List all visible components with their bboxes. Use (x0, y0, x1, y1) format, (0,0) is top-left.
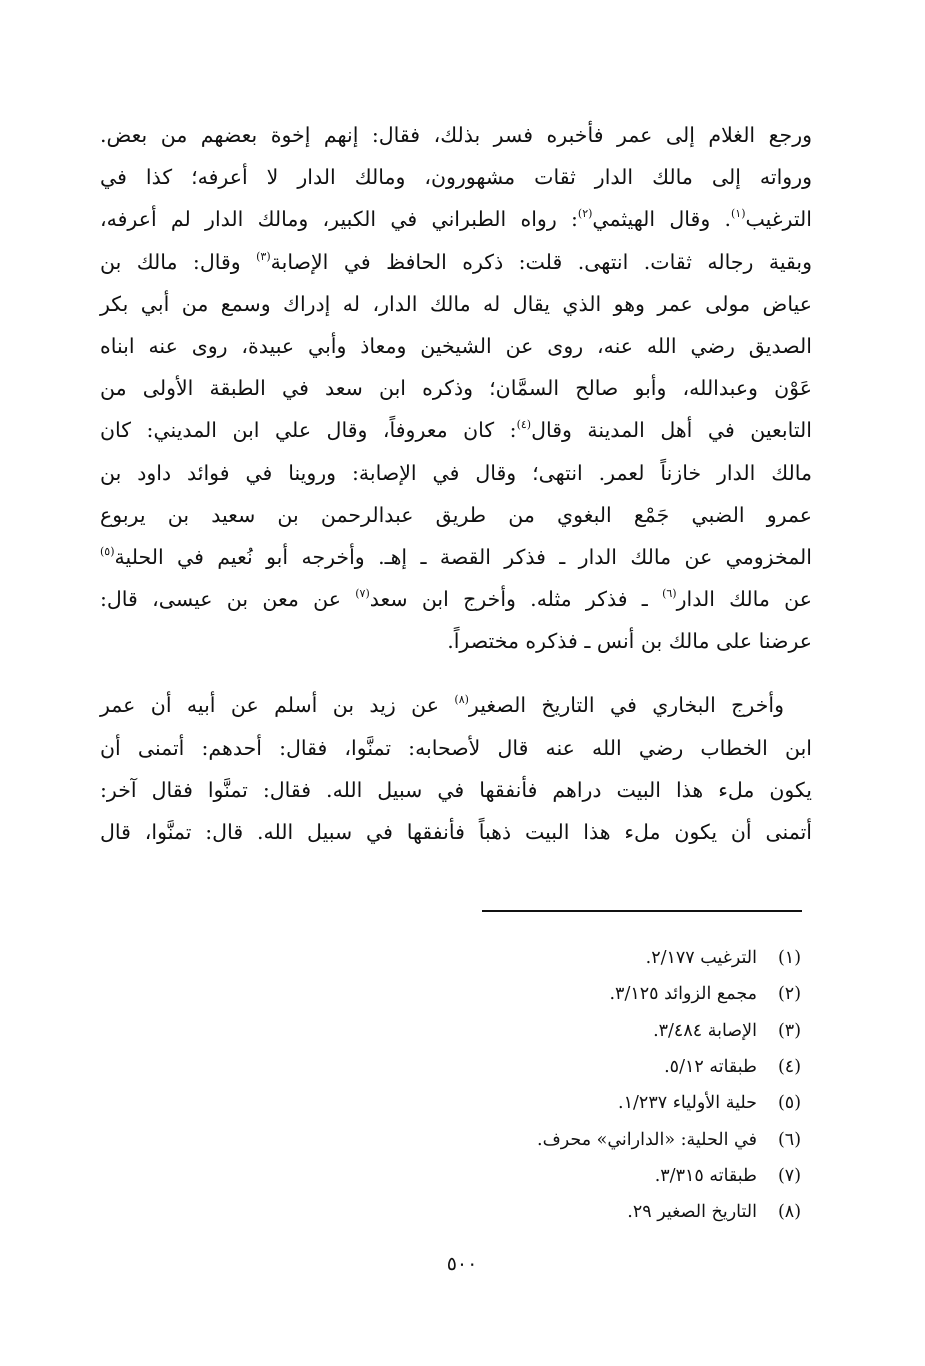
footnote-ref: (٧) (355, 587, 370, 601)
footnote-text: طبقاته ٥/١٢. (664, 1057, 757, 1078)
footnote-item (300, 1085, 812, 1121)
footnote-text: في الحلية: «الداراني» محرف. (537, 1129, 757, 1150)
footnote-ref: (١) (731, 207, 746, 221)
footnote-ref: (٥) (100, 544, 115, 558)
footnote-number: (٥) (777, 1093, 802, 1114)
text-line: وأخرج البخاري في التاريخ الصغير$^{(٨)}$ عن زيد بن أسلم عن أبيه أن عمر (100, 693, 784, 718)
text-line: ابن الخطاب رضي الله عنه قال لأصحابه: تمنَّوا، فقال: أحدهم: أتمنى أن (100, 735, 812, 760)
page-number: ٥٠٠ (446, 1253, 478, 1275)
text-line: عن مالك الدار$^{(٦)}$ ـ فذكر مثله. وأخرج ابن سعد$^{(٧)}$ عن معن بن عيسى، قال: (100, 587, 813, 612)
footnote-ref: (٣) (256, 249, 271, 263)
footnote-number: (٧) (777, 1165, 802, 1186)
footnote-ref: (٢) (577, 207, 593, 221)
footnote-number: (٣) (777, 1020, 802, 1041)
footnote-item (300, 976, 812, 1012)
footnote-text: مجمع الزوائد ٣/١٢٥. (609, 984, 757, 1005)
text-line: الترغيب$^{(١)}$. وقال الهيثمي$^{(٢)}$: رواه الطبراني في الكبير، ومالك الدار لم أعرفه، (100, 207, 812, 232)
footnote-ref: (٨) (454, 693, 469, 707)
footnote-number: (٨) (777, 1202, 802, 1223)
footnote-ref: (٦) (662, 587, 677, 601)
paragraph-2 (100, 684, 812, 853)
footnote-number: (١) (777, 948, 802, 969)
footnote-ref: (٤) (516, 418, 532, 432)
footnote-text: طبقاته ٣/٣١٥. (654, 1165, 757, 1186)
footnote-text: الإصابة ٣/٤٨٤. (653, 1020, 757, 1041)
paragraph-1 (100, 114, 812, 662)
footnotes (300, 940, 812, 1230)
footnote-number: (٤) (777, 1057, 802, 1078)
footnote-text: الترغيب ٢/١٧٧. (645, 948, 757, 969)
text-line: عرضنا على مالك بن أنس ـ فذكره مختصراً. (447, 629, 812, 654)
text-line: أتمنى أن يكون ملء هذا البيت ذهباً فأنفقها في سبيل الله. قال: تمنَّوا، قال (100, 820, 812, 844)
footnote-item (300, 1049, 812, 1085)
footnote-item (300, 1158, 812, 1194)
footnote-item (300, 1013, 812, 1049)
footnote-number: (٦) (777, 1129, 802, 1150)
main-text (100, 114, 812, 853)
footnote-text: التاريخ الصغير ٢٩. (627, 1202, 757, 1223)
footnote-item (300, 940, 812, 976)
footnote-item (300, 1121, 812, 1157)
text-line: عَوْن وعبدالله، وأبو صالح السمَّان؛ وذكره ابن سعد في الطبقة الأولى من (100, 376, 812, 401)
text-line: مالك الدار خازناً لعمر. انتهى؛ وقال في الإصابة: وروينا في فوائد داود بن (100, 460, 812, 485)
text-line: عياض مولى عمر وهو الذي يقال له مالك الدار، له إدراك وسمع من أبي بكر (100, 291, 812, 316)
text-line: المخزومي عن مالك الدار ـ فذكر القصة ـ إهـ. وأخرجه أبو نُعيم في الحلية$^{(٥)}$ (100, 544, 812, 569)
footnote-separator (482, 910, 802, 912)
text-line: ورواته إلى مالك الدار ثقات مشهورون، ومالك الدار لا أعرفه؛ كذا في (100, 165, 812, 190)
text-line: وبقية رجاله ثقات. انتهى. قلت: ذكره الحافظ في الإصابة$^{(٣)}$ وقال: مالك بن (100, 249, 812, 274)
text-line: ورجع الغلام إلى عمر فأخبره فسر بذلك، فقال: إنهم إخوة بعضهم من بعض. (100, 123, 812, 147)
footnote-text: حلية الأولياء ١/٢٣٧. (618, 1093, 757, 1114)
footnote-item (300, 1194, 812, 1230)
text-line: التابعين في أهل المدينة وقال$^{(٤)}$: كان معروفاً، وقال علي ابن المديني: كان (100, 418, 812, 443)
text-line: الصديق رضي الله عنه، روى عن الشيخين ومعاذ وأبي عبيدة، روى عنه ابناه (100, 333, 812, 358)
text-line: يكون ملء هذا البيت دراهم فأنفقها في سبيل الله. فقال: تمنَّوا فقال آخر: (100, 777, 812, 802)
text-line: عمرو الضبي جَمْع البغوي من طريق عبدالرحمن بن سعيد بن يربوع (100, 502, 812, 527)
footnote-number: (٢) (777, 984, 802, 1005)
